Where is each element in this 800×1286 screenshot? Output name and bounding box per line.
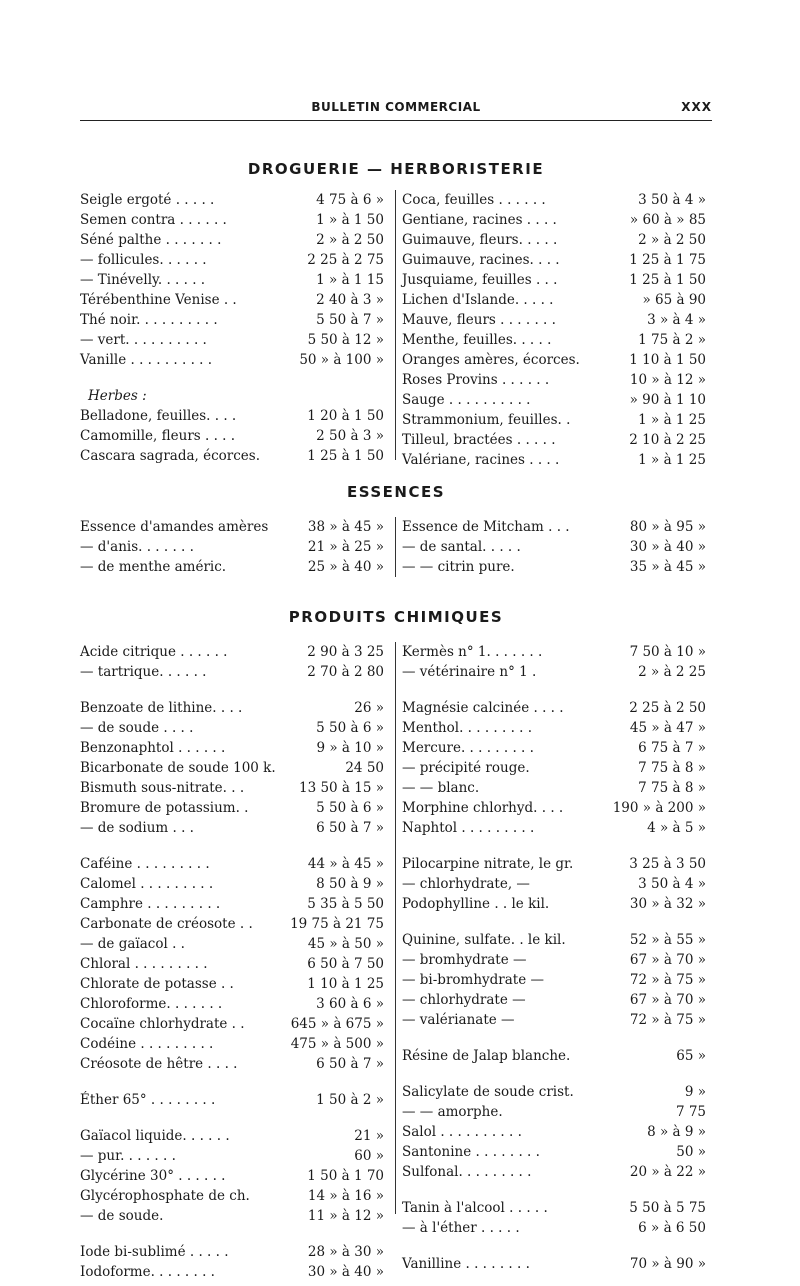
product-price: 1 75 à 2 »	[638, 332, 706, 348]
price-row	[80, 758, 390, 778]
product-price: 5 50 à 7 »	[316, 312, 384, 328]
product-name: Jusquiame, feuilles . . .	[402, 272, 558, 288]
product-name: Chlorate de potasse . .	[80, 976, 234, 992]
product-price: 72 » à 75 »	[629, 972, 706, 988]
spacer	[402, 1182, 712, 1198]
product-price: 8 50 à 9 »	[316, 876, 384, 892]
product-name: Bromure de potassium. .	[80, 800, 249, 816]
product-price: » 60 à » 85	[629, 212, 706, 228]
column-divider	[395, 642, 396, 1214]
spacer	[402, 838, 712, 854]
product-name: Benzoate de lithine. . . .	[80, 700, 243, 716]
product-price: 21 »	[354, 1128, 384, 1144]
product-name: Chloral . . . . . . . . .	[80, 956, 208, 972]
product-name: Sulfonal. . . . . . . . .	[402, 1164, 532, 1180]
price-row	[402, 758, 712, 778]
product-name: Gaïacol liquide. . . . . .	[80, 1128, 230, 1144]
product-name: Glycérophosphate de ch.	[80, 1188, 250, 1204]
price-row	[80, 386, 390, 406]
spacer	[402, 1238, 712, 1254]
price-row	[402, 1254, 712, 1274]
spacer	[80, 370, 390, 386]
product-name: Morphine chlorhyd. . . .	[402, 800, 564, 816]
product-name: — de soude . . . .	[80, 720, 194, 736]
product-name: Guimauve, racines. . . .	[402, 252, 560, 268]
price-row	[80, 798, 390, 818]
product-name: Iode bi-sublimé . . . . .	[80, 1244, 229, 1260]
product-price: 1 25 à 1 50	[629, 272, 706, 288]
price-row	[80, 210, 390, 230]
price-row	[402, 230, 712, 250]
product-price: 3 60 à 6 »	[316, 996, 384, 1012]
product-price: 65 »	[676, 1048, 706, 1064]
product-name: — de gaïacol . .	[80, 936, 185, 952]
product-name: Thé noir. . . . . . . . . .	[80, 312, 218, 328]
price-row	[402, 350, 712, 370]
product-name: Mauve, fleurs . . . . . . .	[402, 312, 556, 328]
price-row	[80, 974, 390, 994]
product-price: 2 50 à 3 »	[316, 428, 384, 444]
product-price: 2 » à 2 50	[316, 232, 384, 248]
spacer	[80, 1226, 390, 1242]
product-price: 1 10 à 1 50	[629, 352, 706, 368]
price-row	[402, 662, 712, 682]
product-price: 28 » à 30 »	[307, 1244, 384, 1260]
price-row	[80, 190, 390, 210]
price-row	[402, 270, 712, 290]
price-row	[80, 290, 390, 310]
section-title-essences: ESSENCES	[346, 483, 446, 501]
price-row	[402, 698, 712, 718]
product-price: 6 50 à 7 50	[307, 956, 384, 972]
product-price: 50 »	[676, 1144, 706, 1160]
spacer	[402, 1066, 712, 1082]
price-row	[402, 370, 712, 390]
spacer	[80, 1110, 390, 1126]
product-price: 1 » à 1 25	[638, 412, 706, 428]
product-name: Camphre . . . . . . . . .	[80, 896, 221, 912]
product-name: Créosote de hêtre . . . .	[80, 1056, 238, 1072]
spacer	[80, 682, 390, 698]
price-row	[80, 818, 390, 838]
product-price: 67 » à 70 »	[629, 992, 706, 1008]
product-price: 7 75 à 8 »	[638, 780, 706, 796]
price-row	[402, 190, 712, 210]
price-row	[80, 662, 390, 682]
product-price: 1 » à 1 25	[638, 452, 706, 468]
page-header	[80, 100, 712, 121]
product-name: Coca, feuilles . . . . . .	[402, 192, 546, 208]
price-row	[80, 310, 390, 330]
product-price: 10 » à 12 »	[629, 372, 706, 388]
product-name: Quinine, sulfate. . le kil.	[402, 932, 566, 948]
price-row	[80, 914, 390, 934]
product-name: — pur. . . . . . .	[80, 1148, 176, 1164]
product-name: Codéine . . . . . . . . .	[80, 1036, 214, 1052]
product-name: Mercure. . . . . . . . .	[402, 740, 534, 756]
product-price: 2 90 à 3 25	[307, 644, 384, 660]
spacer	[402, 1030, 712, 1046]
product-name: Strammonium, feuilles. .	[402, 412, 571, 428]
product-name: — — citrin pure.	[402, 559, 515, 575]
product-price: 1 25 à 1 50	[307, 448, 384, 464]
price-row	[402, 1218, 712, 1238]
product-price: 9 »	[684, 1084, 706, 1100]
price-row	[402, 718, 712, 738]
product-price: 7 50 à 10 »	[629, 644, 706, 660]
product-price: 6 » à 6 50	[638, 1220, 706, 1236]
column-divider	[395, 517, 396, 577]
product-name: Salol . . . . . . . . . .	[402, 1124, 522, 1140]
product-name: — tartrique. . . . . .	[80, 664, 207, 680]
price-row	[402, 210, 712, 230]
product-price: 9 » à 10 »	[316, 740, 384, 756]
product-name: — de soude.	[80, 1208, 164, 1224]
product-price: 2 40 à 3 »	[316, 292, 384, 308]
product-price: 30 » à 32 »	[629, 896, 706, 912]
price-row	[402, 250, 712, 270]
price-row	[80, 1186, 390, 1206]
product-name: Calomel . . . . . . . . .	[80, 876, 214, 892]
product-name: Gentiane, racines . . . .	[402, 212, 557, 228]
price-row	[80, 1206, 390, 1226]
section-droguerie-right-column	[402, 190, 712, 470]
price-row	[80, 350, 390, 370]
product-price: 1 10 à 1 25	[307, 976, 384, 992]
product-price: 60 »	[354, 1148, 384, 1164]
product-name: — — amorphe.	[402, 1104, 503, 1120]
price-row	[402, 642, 712, 662]
product-name: Éther 65° . . . . . . . .	[80, 1092, 216, 1108]
product-price: 20 » à 22 »	[629, 1164, 706, 1180]
price-row	[402, 894, 712, 914]
product-price: 1 50 à 1 70	[307, 1168, 384, 1184]
product-name: — de santal. . . . .	[402, 539, 521, 555]
product-name: Caféine . . . . . . . . .	[80, 856, 210, 872]
price-row	[80, 934, 390, 954]
product-price: » 65 à 90	[642, 292, 706, 308]
price-row	[80, 1146, 390, 1166]
price-row	[80, 778, 390, 798]
product-name: Magnésie calcinée . . . .	[402, 700, 564, 716]
product-price: 6 75 à 7 »	[638, 740, 706, 756]
product-name: — de menthe améric.	[80, 559, 227, 575]
product-price: 24 50	[345, 760, 384, 776]
price-row	[402, 450, 712, 470]
product-price: 72 » à 75 »	[629, 1012, 706, 1028]
product-price: 5 35 à 5 50	[307, 896, 384, 912]
price-row	[402, 1198, 712, 1218]
product-price: 30 » à 40 »	[629, 539, 706, 555]
product-name: Kermès n° 1. . . . . . .	[402, 644, 543, 660]
product-price: 5 50 à 6 »	[316, 720, 384, 736]
product-name: Santonine . . . . . . . .	[402, 1144, 540, 1160]
price-row	[402, 1010, 712, 1030]
product-name: Roses Provins . . . . . .	[402, 372, 550, 388]
product-price: 38 » à 45 »	[307, 519, 384, 535]
product-price: 67 » à 70 »	[629, 952, 706, 968]
product-name: Tanin à l'alcool . . . . .	[402, 1200, 548, 1216]
product-price: 44 » à 45 »	[307, 856, 384, 872]
price-row	[402, 290, 712, 310]
price-row	[80, 1126, 390, 1146]
price-row	[80, 1014, 390, 1034]
price-row	[80, 230, 390, 250]
product-name: — Tinévelly. . . . . .	[80, 272, 206, 288]
product-name: Valériane, racines . . . .	[402, 452, 560, 468]
product-name: Séné palthe . . . . . . .	[80, 232, 222, 248]
price-row	[80, 1166, 390, 1186]
price-row	[80, 1262, 390, 1282]
product-name: Essence d'amandes amères	[80, 519, 269, 535]
product-price: 190 » à 200 »	[612, 800, 706, 816]
price-row	[402, 1142, 712, 1162]
product-name: Salicylate de soude crist.	[402, 1084, 574, 1100]
product-name: Vanilline . . . . . . . .	[402, 1256, 530, 1272]
product-price: 2 70 à 2 80	[307, 664, 384, 680]
spacer	[402, 682, 712, 698]
price-row	[402, 430, 712, 450]
price-row	[80, 517, 390, 537]
product-price: 1 25 à 1 75	[629, 252, 706, 268]
product-price: 5 50 à 5 75	[629, 1200, 706, 1216]
price-row	[402, 950, 712, 970]
product-name: Menthe, feuilles. . . . .	[402, 332, 552, 348]
product-price: 1 20 à 1 50	[307, 408, 384, 424]
price-row	[80, 446, 390, 466]
price-row	[80, 1242, 390, 1262]
product-name: — valérianate —	[402, 1012, 515, 1028]
product-name: Bicarbonate de soude 100 k.	[80, 760, 276, 776]
price-row	[402, 930, 712, 950]
product-price: 45 » à 47 »	[629, 720, 706, 736]
page-number: XXX	[681, 100, 712, 114]
price-row	[402, 854, 712, 874]
price-row	[402, 410, 712, 430]
product-price: 7 75 à 8 »	[638, 760, 706, 776]
product-name: Pilocarpine nitrate, le gr.	[402, 856, 574, 872]
product-name: Belladone, feuilles. . . .	[80, 408, 237, 424]
section-produits-right-column	[402, 642, 712, 1274]
price-row	[402, 1046, 712, 1066]
product-name: Cascara sagrada, écorces.	[80, 448, 261, 464]
product-price: 2 10 à 2 25	[629, 432, 706, 448]
product-name: — de sodium . . .	[80, 820, 194, 836]
product-name: Bismuth sous-nitrate. . .	[80, 780, 245, 796]
section-title-produits-chimiques: PRODUITS CHIMIQUES	[288, 608, 504, 626]
product-price: 475 » à 500 »	[290, 1036, 384, 1052]
product-price: 7 75	[675, 1104, 706, 1120]
price-row	[80, 270, 390, 290]
product-name: Térébenthine Venise . .	[80, 292, 237, 308]
product-price: 70 » à 90 »	[629, 1256, 706, 1272]
product-name: Acide citrique . . . . . .	[80, 644, 228, 660]
price-row	[402, 1162, 712, 1182]
product-name: Semen contra . . . . . .	[80, 212, 227, 228]
price-row	[402, 310, 712, 330]
product-name: — vert. . . . . . . . . .	[80, 332, 207, 348]
product-price: 4 75 à 6 »	[316, 192, 384, 208]
product-price: 1 50 à 2 »	[316, 1092, 384, 1108]
product-price: 30 » à 40 »	[307, 1264, 384, 1280]
product-name: Naphtol . . . . . . . . .	[402, 820, 535, 836]
product-price: 35 » à 45 »	[629, 559, 706, 575]
product-price: 3 50 à 4 »	[638, 876, 706, 892]
product-price: 14 » à 16 »	[307, 1188, 384, 1204]
price-row	[80, 426, 390, 446]
price-row	[80, 894, 390, 914]
product-price: 645 » à 675 »	[290, 1016, 384, 1032]
product-name: Glycérine 30° . . . . . .	[80, 1168, 226, 1184]
product-name: Iodoforme. . . . . . . .	[80, 1264, 215, 1280]
product-name: Benzonaphtol . . . . . .	[80, 740, 226, 756]
product-name: Résine de Jalap blanche.	[402, 1048, 571, 1064]
product-name: Carbonate de créosote . .	[80, 916, 253, 932]
product-name: — chlorhydrate, —	[402, 876, 530, 892]
product-price: 3 50 à 4 »	[638, 192, 706, 208]
price-row	[80, 854, 390, 874]
price-row	[80, 642, 390, 662]
price-row	[402, 557, 712, 577]
product-name: Tilleul, bractées . . . . .	[402, 432, 556, 448]
product-name: Herbes :	[88, 388, 147, 404]
price-row	[80, 994, 390, 1014]
product-price: 2 25 à 2 75	[307, 252, 384, 268]
product-name: — bromhydrate —	[402, 952, 527, 968]
product-name: — follicules. . . . . .	[80, 252, 207, 268]
product-price: 6 50 à 7 »	[316, 820, 384, 836]
product-price: 2 » à 2 25	[638, 664, 706, 680]
product-price: 26 »	[354, 700, 384, 716]
price-row	[402, 798, 712, 818]
product-price: 19 75 à 21 75	[290, 916, 384, 932]
price-row	[80, 250, 390, 270]
column-divider	[395, 190, 396, 460]
product-name: Camomille, fleurs . . . .	[80, 428, 236, 444]
price-row	[402, 874, 712, 894]
product-name: — chlorhydrate —	[402, 992, 526, 1008]
price-row	[402, 1102, 712, 1122]
price-row	[402, 1122, 712, 1142]
section-title-droguerie: DROGUERIE — HERBORISTERIE	[247, 160, 545, 178]
product-price: 13 50 à 15 »	[298, 780, 384, 796]
product-name: Menthol. . . . . . . . .	[402, 720, 533, 736]
price-row	[80, 406, 390, 426]
product-price: » 90 à 1 10	[629, 392, 706, 408]
price-row	[80, 1034, 390, 1054]
price-row	[80, 1054, 390, 1074]
product-name: — bi-bromhydrate —	[402, 972, 545, 988]
product-price: 25 » à 40 »	[307, 559, 384, 575]
product-price: 52 » à 55 »	[629, 932, 706, 948]
product-price: 1 » à 1 15	[316, 272, 384, 288]
section-essences-right-column	[402, 517, 712, 577]
product-price: 21 » à 25 »	[307, 539, 384, 555]
price-row	[402, 390, 712, 410]
price-row	[80, 954, 390, 974]
price-row	[80, 557, 390, 577]
product-name: Oranges amères, écorces.	[402, 352, 580, 368]
spacer	[402, 914, 712, 930]
price-row	[80, 330, 390, 350]
price-row	[80, 738, 390, 758]
product-price: 8 » à 9 »	[647, 1124, 706, 1140]
product-price: 2 » à 2 50	[638, 232, 706, 248]
product-name: — précipité rouge.	[402, 760, 530, 776]
price-row	[402, 330, 712, 350]
product-name: Seigle ergoté . . . . .	[80, 192, 215, 208]
product-name: Vanille . . . . . . . . . .	[80, 352, 213, 368]
price-row	[80, 874, 390, 894]
product-name: Cocaïne chlorhydrate . .	[80, 1016, 245, 1032]
product-price: 3 » à 4 »	[647, 312, 706, 328]
product-name: — à l'éther . . . . .	[402, 1220, 520, 1236]
product-price: 2 25 à 2 50	[629, 700, 706, 716]
price-row	[80, 718, 390, 738]
product-price: 50 » à 100 »	[299, 352, 384, 368]
product-price: 5 50 à 6 »	[316, 800, 384, 816]
section-produits-left-column	[80, 642, 390, 1282]
product-name: Podophylline . . le kil.	[402, 896, 550, 912]
price-row	[402, 778, 712, 798]
price-row	[402, 537, 712, 557]
product-name: Sauge . . . . . . . . . .	[402, 392, 531, 408]
price-row	[402, 990, 712, 1010]
price-row	[402, 517, 712, 537]
product-price: 4 » à 5 »	[647, 820, 706, 836]
product-name: Guimauve, fleurs. . . . .	[402, 232, 558, 248]
price-row	[402, 970, 712, 990]
header-title: BULLETIN COMMERCIAL	[311, 100, 481, 114]
price-row	[402, 738, 712, 758]
product-name: — d'anis. . . . . . .	[80, 539, 194, 555]
product-name: — vétérinaire n° 1 .	[402, 664, 537, 680]
product-name: Lichen d'Islande. . . . .	[402, 292, 554, 308]
spacer	[80, 1074, 390, 1090]
spacer	[80, 838, 390, 854]
product-price: 3 25 à 3 50	[629, 856, 706, 872]
price-row	[80, 698, 390, 718]
product-name: Chloroforme. . . . . . .	[80, 996, 223, 1012]
product-name: Essence de Mitcham . . .	[402, 519, 570, 535]
product-price: 6 50 à 7 »	[316, 1056, 384, 1072]
product-price: 45 » à 50 »	[307, 936, 384, 952]
section-droguerie-left-column	[80, 190, 390, 466]
product-price: 1 » à 1 50	[316, 212, 384, 228]
section-essences-left-column	[80, 517, 390, 577]
product-price: 80 » à 95 »	[629, 519, 706, 535]
product-price: 11 » à 12 »	[307, 1208, 384, 1224]
price-row	[80, 537, 390, 557]
price-row	[402, 818, 712, 838]
price-row	[402, 1082, 712, 1102]
price-row	[80, 1090, 390, 1110]
product-name: — — blanc.	[402, 780, 480, 796]
product-price: 5 50 à 12 »	[307, 332, 384, 348]
